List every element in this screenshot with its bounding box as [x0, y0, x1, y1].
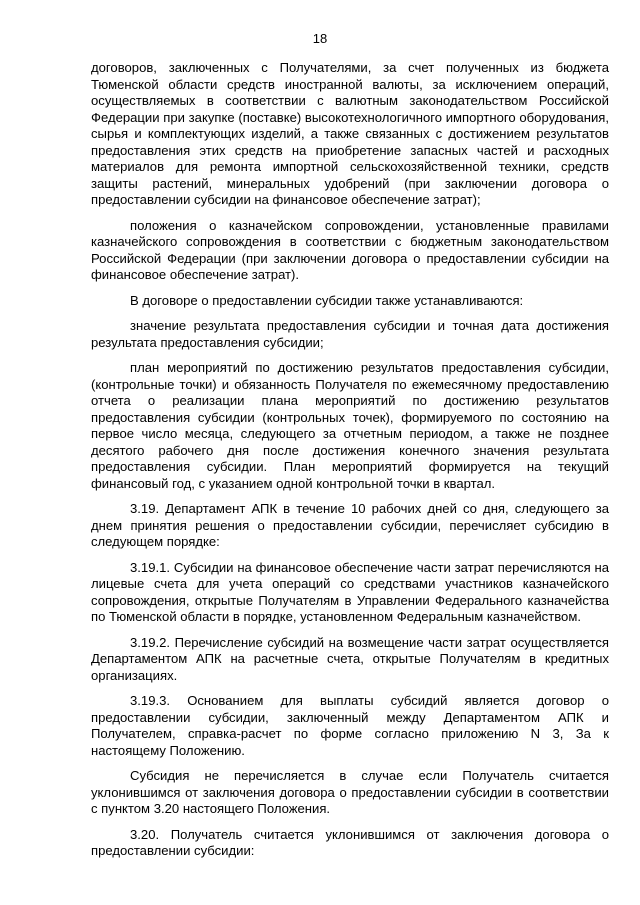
- paragraph-section-3-19-3: 3.19.3. Основанием для выплаты субсидий является договор о предоставлении субсидии, заключенный между Департаментом АПК и Получателем, справка-расчет по форме согласно приложению N 3, За к настоящему Положению.: [91, 693, 609, 758]
- paragraph-section-3-20: 3.20. Получатель считается уклонившимся от заключения договора о предоставлении субсидии:: [91, 826, 609, 858]
- paragraph-contract-currency-clause: договоров, заключенных с Получателями, за счет полученных из бюджета Тюменской области средств иностранной валюты, за исключением операций, осуществляемых в соответствии с валютным законодательством Российской Федерации при закупке (поставке) высокотехнологичного импортного оборудования, сырья и комплектующих изделий, а также связанных с достижением результатов предоставления этих средств на приобретение запасных частей и расходных материалов для ремонта импортной сельскохозяйственной техники, средств защиты растений, минеральных удобрений (при заключении договора о предоставлении субсидии на финансовое обеспечение затрат);: [91, 60, 609, 207]
- paragraph-action-plan: план мероприятий по достижению результатов предоставления субсидии, (контрольные точки) и обязанность Получателя по ежемесячному предоставлению отчета о реализации плана мероприятий по достижению результатов предоставления субсидии (контрольных точек), формируемого по состоянию на первое число месяца, следующего за отчетным периодом, а также не позднее десятого рабочего дня после достижения конечного значения результата предоставления субсидии. План мероприятий формируется на текущий финансовый год, с указанием одной контрольной точки в квартал.: [91, 360, 609, 491]
- paragraph-section-3-19: 3.19. Департамент АПК в течение 10 рабочих дней со дня, следующего за днем принятия решения о предоставлении субсидии, перечисляет субсидию в следующем порядке:: [91, 501, 609, 549]
- paragraph-contract-also-establishes: В договоре о предоставлении субсидии также устанавливаются:: [130, 292, 524, 308]
- paragraph-treasury-support-clause: положения о казначейском сопровождении, установленные правилами казначейского сопровождения в соответствии с бюджетным законодательством Российской Федерации (при заключении договора о предоставлении субсидии на финансовое обеспечение затрат).: [91, 217, 609, 282]
- paragraph-section-3-19-2: 3.19.2. Перечисление субсидий на возмещение части затрат осуществляется Департаментом АПК на расчетные счета, открытые Получателям в кредитных организациях.: [91, 634, 609, 683]
- paragraph-section-3-19-1: 3.19.1. Субсидии на финансовое обеспечение части затрат перечисляются на лицевые счета для учета операций со средствами участников казначейского сопровождения, открытые Получателям в Управлении Федерального казначейства по Тюменской области в порядке, установленном Федеральным казначейством.: [91, 559, 609, 624]
- paragraph-subsidy-not-transferred: Субсидия не перечисляется в случае если Получатель считается уклонившимся от заключения договора о предоставлении субсидии в соответствии с пунктом 3.20 настоящего Положения.: [91, 768, 609, 816]
- page-number: 18: [312, 31, 328, 46]
- paragraph-result-value: значение результата предоставления субсидии и точная дата достижения результата предоставления субсидии;: [91, 318, 609, 350]
- document-body: [91, 60, 609, 860]
